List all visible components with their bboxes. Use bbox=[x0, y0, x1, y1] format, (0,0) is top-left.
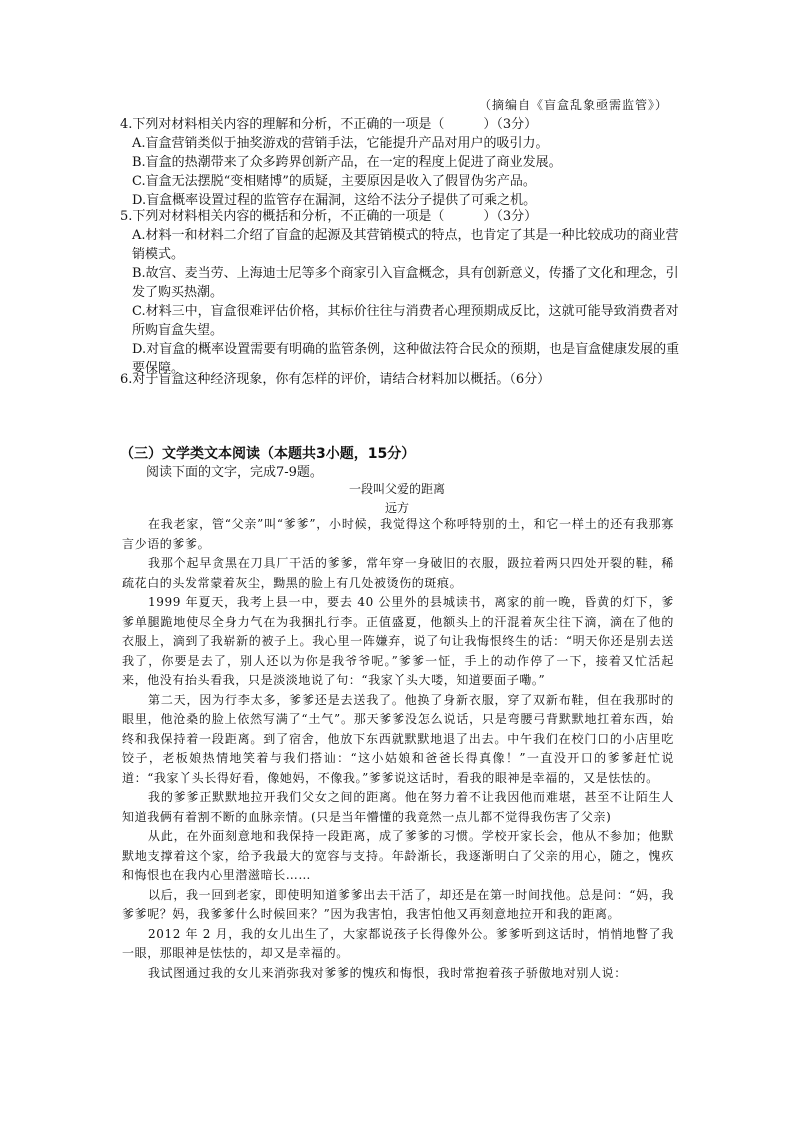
passage-paragraph: 以后，我一回到老家，即使明知道爹爹出去干活了，却还是在第一时间找他。总是问：“妈，我爹爹呢？妈，我爹爹什么时候回来？”因为我害怕，我害怕他又再刻意地拉开和我的距离。 bbox=[122, 887, 674, 921]
passage-title: 一段叫父爱的距离 bbox=[348, 482, 445, 496]
question-5-option-a: A.材料一和材料二介绍了盲盒的起源及其营销模式的特点，也肯定了其是一种比较成功的商业营销模式。 bbox=[132, 228, 679, 262]
section-title: （三）文学类文本阅读（本题共3小题，15分） bbox=[120, 446, 416, 462]
question-6 bbox=[120, 370, 680, 389]
passage-paragraph: 第二天，因为行李太多，爹爹还是去送我了。他换了身新衣服，穿了双新布鞋，但在我那时的眼里，他沧桑的脸上依然写满了“土气”。那天爹爹没怎么说话，只是弯腰弓背默默地扛着东西，始终和我保持着一段距离。到了宿舍，他放下东西就默默地退了出去。中午我们在校门口的小店里吃饺子，老板娘热情地笑着与我们搭讪：“这小姑娘和爸爸长得真像！”一直没开口的爹爹赶忙说道：“我家丫头长得好看，像她妈，不像我。”爹爹说这话时，看我的眼神是幸福的，又是怯怯的。 bbox=[122, 692, 674, 785]
passage-body bbox=[122, 515, 674, 983]
question-5-option-b: B.故宫、麦当劳、上海迪士尼等多个商家引入盲盒概念，具有创新意义，传播了文化和理念，引发了购买热潮。 bbox=[132, 266, 679, 300]
question-4-option-d: D.盲盒概率设置过程的监管存在漏洞，这给不法分子提供了可乘之机。 bbox=[132, 193, 537, 208]
passage-author: 远方 bbox=[384, 501, 409, 515]
section-instruction: 阅读下面的文字，完成7-9题。 bbox=[146, 465, 323, 480]
passage-paragraph: 我试图通过我的女儿来消弥我对爹爹的愧疚和悔恨，我时常抱着孩子骄傲地对别人说： bbox=[148, 965, 627, 980]
passage-paragraph: 我的爹爹正默默地拉开我们父女之间的距离。他在努力着不让我因他而难堪，甚至不让陌生人知道我俩有着割不断的血脉亲情。(只是当年懵懂的我竟然一点儿都不觉得我伤害了父亲) bbox=[122, 790, 674, 824]
question-4-option-b: B.盲盒的热潮带来了众多跨界创新产品，在一定的程度上促进了商业发展。 bbox=[132, 155, 562, 170]
passage-paragraph: 1999 年夏天，我考上县一中，要去 40 公里外的县城读书，离家的前一晚，昏黄的灯下，爹爹单腿跪地使尽全身力气在为我捆扎行李。正值盛夏，他额头上的汗混着灰尘往下滴，滴在了他的衣服上，滴到了我崭新的被子上。我心里一阵嫌弃，说了句让我悔恨终生的话：“明天你还是别去送我了，你要是去了，别人还以为你是我爷爷呢。”爹爹一怔，手上的动作停了一下，接着又忙活起来，他没有抬头看我，只是淡淡地说了句：“我家丫头大喽，知道要面子嘞。” bbox=[122, 595, 674, 687]
question-5-stem: 5.下列对材料相关内容的概括和分析，不正确的一项是（ ）（3分） bbox=[120, 209, 538, 224]
passage-paragraph: 在我老家，管“父亲”叫“爹爹”，小时候，我觉得这个称呼特别的土，和它一样土的还有我那寡言少语的爹爹。 bbox=[122, 517, 674, 551]
source-citation: （摘编自《盲盒乱象亟需监管》） bbox=[478, 98, 668, 112]
question-4-option-a: A.盲盒营销类似于抽奖游戏的营销手法，它能提升产品对用户的吸引力。 bbox=[132, 136, 549, 151]
question-6-stem: 6.对于盲盒这种经济现象，你有怎样的评价，请结合材料加以概括。（6分） bbox=[120, 372, 551, 387]
question-5 bbox=[120, 207, 680, 378]
passage-paragraph: 我那个起早贪黑在刀具厂干活的爹爹，常年穿一身破旧的衣服，趿拉着两只四处开裂的鞋，稀疏花白的头发常蒙着灰尘，黝黑的脸上有几处被烫伤的斑痕。 bbox=[122, 556, 674, 590]
question-4-option-c: C.盲盒无法摆脱“变相赌博”的质疑，主要原因是收入了假冒伪劣产品。 bbox=[132, 174, 536, 189]
question-4 bbox=[120, 115, 680, 210]
passage-paragraph: 从此，在外面刻意地和我保持一段距离，成了爹爹的习惯。学校开家长会，他从不参加；他默默地支撑着这个家，给予我最大的宽容与支持。年龄渐长，我逐渐明白了父亲的用心，随之，愧疚和悔恨也在我内心里潜滋暗长…… bbox=[122, 829, 674, 882]
question-5-option-d: D.对盲盒的概率设置需要有明确的监管条例，这种做法符合民众的预期，也是盲盒健康发展的重要保障。 bbox=[132, 342, 680, 376]
question-4-stem: 4.下列对材料相关内容的理解和分析，不正确的一项是（ ）（3分） bbox=[120, 117, 538, 132]
passage-paragraph: 2012 年 2 月，我的女儿出生了，大家都说孩子长得像外公。爹爹听到这话时，悄悄地瞥了我一眼，那眼神是怯怯的，却又是幸福的。 bbox=[122, 926, 674, 960]
question-5-option-c: C.材料三中，盲盒很难评估价格，其标价往往与消费者心理预期成反比，这就可能导致消费者对所购盲盒失望。 bbox=[132, 304, 679, 338]
